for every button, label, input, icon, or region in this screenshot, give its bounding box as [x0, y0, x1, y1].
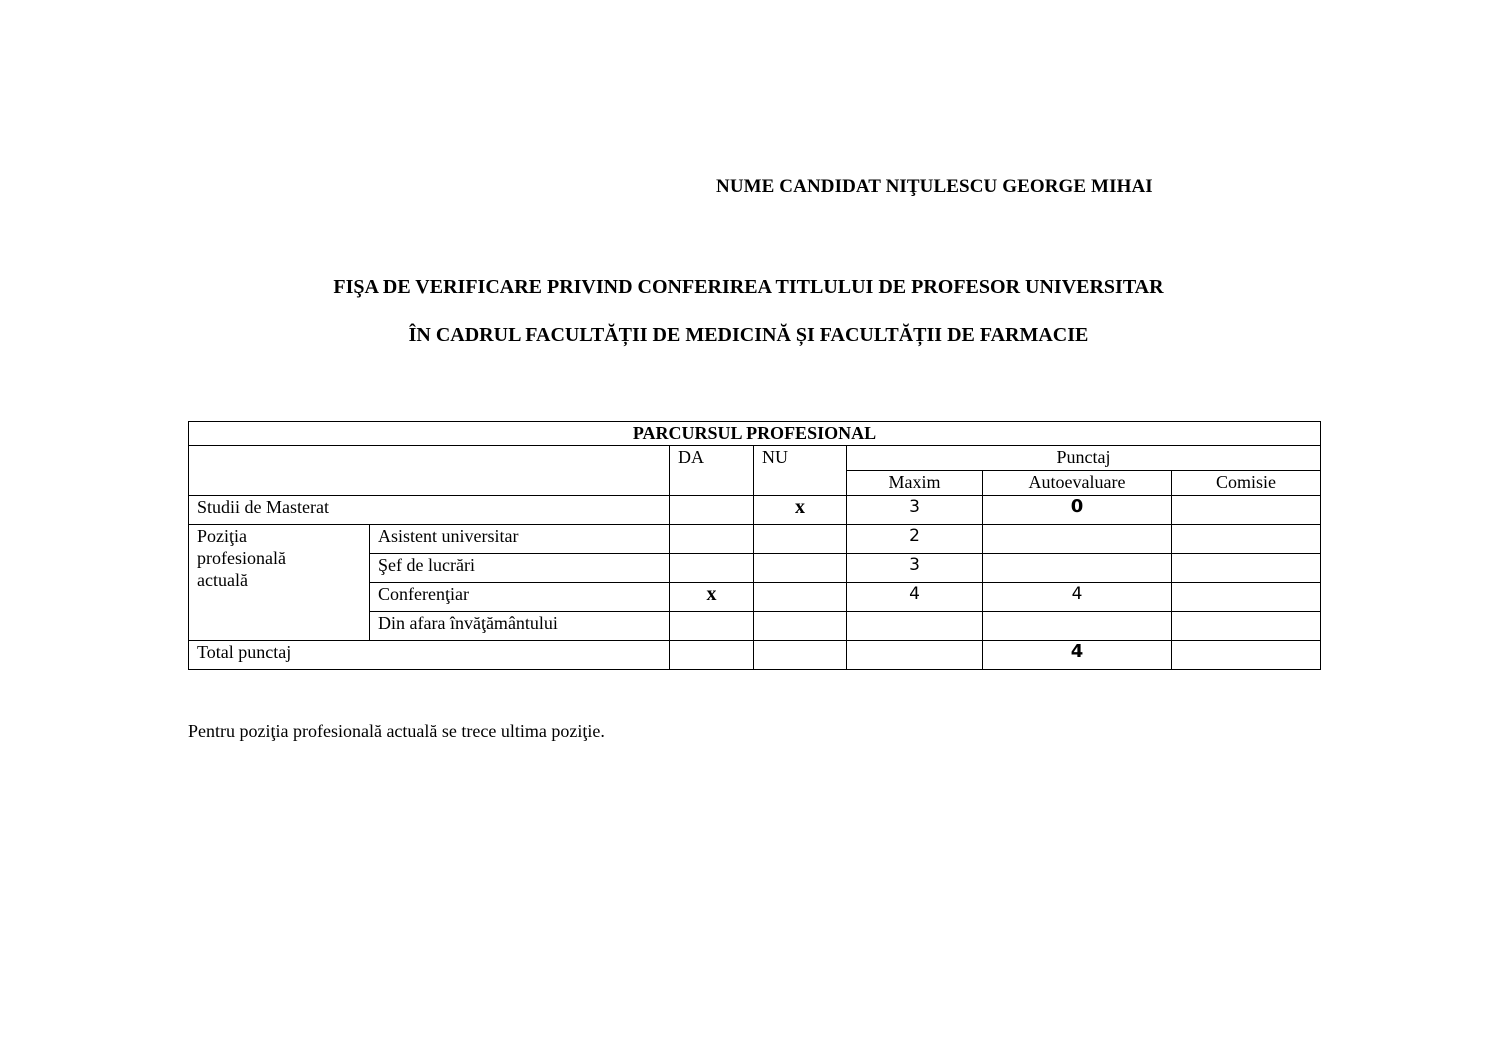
- row-maxim: [847, 612, 983, 641]
- row-maxim: 3: [847, 554, 983, 583]
- row-label: Conferenţiar: [370, 583, 670, 612]
- row-autoevaluare: [983, 554, 1172, 583]
- document-title-line-2: ÎN CADRUL FACULTĂȚII DE MEDICINĂ ȘI FACULTĂȚII DE FARMACIE: [408, 324, 1089, 346]
- row-comisie: [1172, 525, 1321, 554]
- total-nu: [754, 641, 847, 670]
- table-heading-row: [189, 422, 1321, 446]
- total-maxim: [847, 641, 983, 670]
- total-comisie: [1172, 641, 1321, 670]
- table-heading: PARCURSUL PROFESIONAL: [189, 422, 1321, 446]
- masterat-da: [670, 496, 754, 525]
- masterat-autoevaluare: 0: [983, 496, 1172, 525]
- row-nu: [754, 525, 847, 554]
- row-nu: [754, 554, 847, 583]
- professional-path-table: [188, 421, 1321, 670]
- row-comisie: [1172, 612, 1321, 641]
- total-label: Total punctaj: [189, 641, 670, 670]
- table-row: [189, 525, 1321, 554]
- row-label: Şef de lucrări: [370, 554, 670, 583]
- document-title-line-1: FIŞA DE VERIFICARE PRIVIND CONFERIREA TITLULUI DE PROFESOR UNIVERSITAR: [333, 276, 1164, 298]
- masterat-label: Studii de Masterat: [189, 496, 670, 525]
- header-punctaj: Punctaj: [847, 446, 1321, 471]
- table-row: [189, 496, 1321, 525]
- row-comisie: [1172, 583, 1321, 612]
- masterat-maxim: 3: [847, 496, 983, 525]
- header-nu: NU: [754, 446, 847, 496]
- row-maxim: 4: [847, 583, 983, 612]
- header-blank-cell: [189, 446, 670, 496]
- candidate-name: NUME CANDIDAT NIŢULESCU GEORGE MIHAI: [716, 176, 1153, 197]
- total-autoevaluare: 4: [983, 641, 1172, 670]
- row-maxim: 2: [847, 525, 983, 554]
- row-comisie: [1172, 554, 1321, 583]
- row-da: [670, 525, 754, 554]
- total-da: [670, 641, 754, 670]
- masterat-comisie: [1172, 496, 1321, 525]
- row-autoevaluare: 4: [983, 583, 1172, 612]
- row-da: x: [670, 583, 754, 612]
- header-autoevaluare: Autoevaluare: [983, 471, 1172, 496]
- header-maxim: Maxim: [847, 471, 983, 496]
- total-row: [189, 641, 1321, 670]
- header-row-1: [189, 446, 1321, 471]
- footnote: Pentru poziţia profesională actuală se trece ultima poziţie.: [188, 721, 605, 741]
- row-da: [670, 554, 754, 583]
- row-autoevaluare: [983, 525, 1172, 554]
- row-da: [670, 612, 754, 641]
- row-autoevaluare: [983, 612, 1172, 641]
- row-label: Din afara învăţământului: [370, 612, 670, 641]
- row-nu: [754, 612, 847, 641]
- pozitie-label: Poziţia profesională actuală: [189, 525, 370, 641]
- row-nu: [754, 583, 847, 612]
- header-da: DA: [670, 446, 754, 496]
- masterat-nu: x: [754, 496, 847, 525]
- row-label: Asistent universitar: [370, 525, 670, 554]
- header-comisie: Comisie: [1172, 471, 1321, 496]
